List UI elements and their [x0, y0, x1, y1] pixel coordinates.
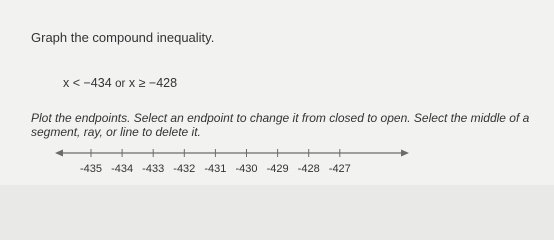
question-prompt: Graph the compound inequality.	[31, 30, 215, 45]
tick-label: -429	[266, 163, 289, 175]
inequality-right: x ≥ −428	[128, 76, 178, 90]
right-arrow-icon	[401, 150, 409, 157]
left-arrow-icon	[55, 150, 63, 157]
tick-label: -433	[142, 163, 165, 175]
tick-label: -432	[173, 163, 196, 175]
tick-label: -430	[235, 163, 258, 175]
tick-label: -435	[79, 163, 103, 175]
tick-label: -431	[204, 163, 227, 175]
inequality-connector: or	[115, 78, 126, 90]
tick-label: -427	[328, 163, 351, 175]
inequality-left: x < −434	[63, 76, 112, 90]
tick-label: -434	[111, 163, 134, 175]
graph-instructions: Plot the endpoints. Select an endpoint to change it from closed to open. Select the middle of a segment, ray, or line to delete it.	[31, 111, 530, 139]
tick-label: -428	[297, 163, 320, 175]
